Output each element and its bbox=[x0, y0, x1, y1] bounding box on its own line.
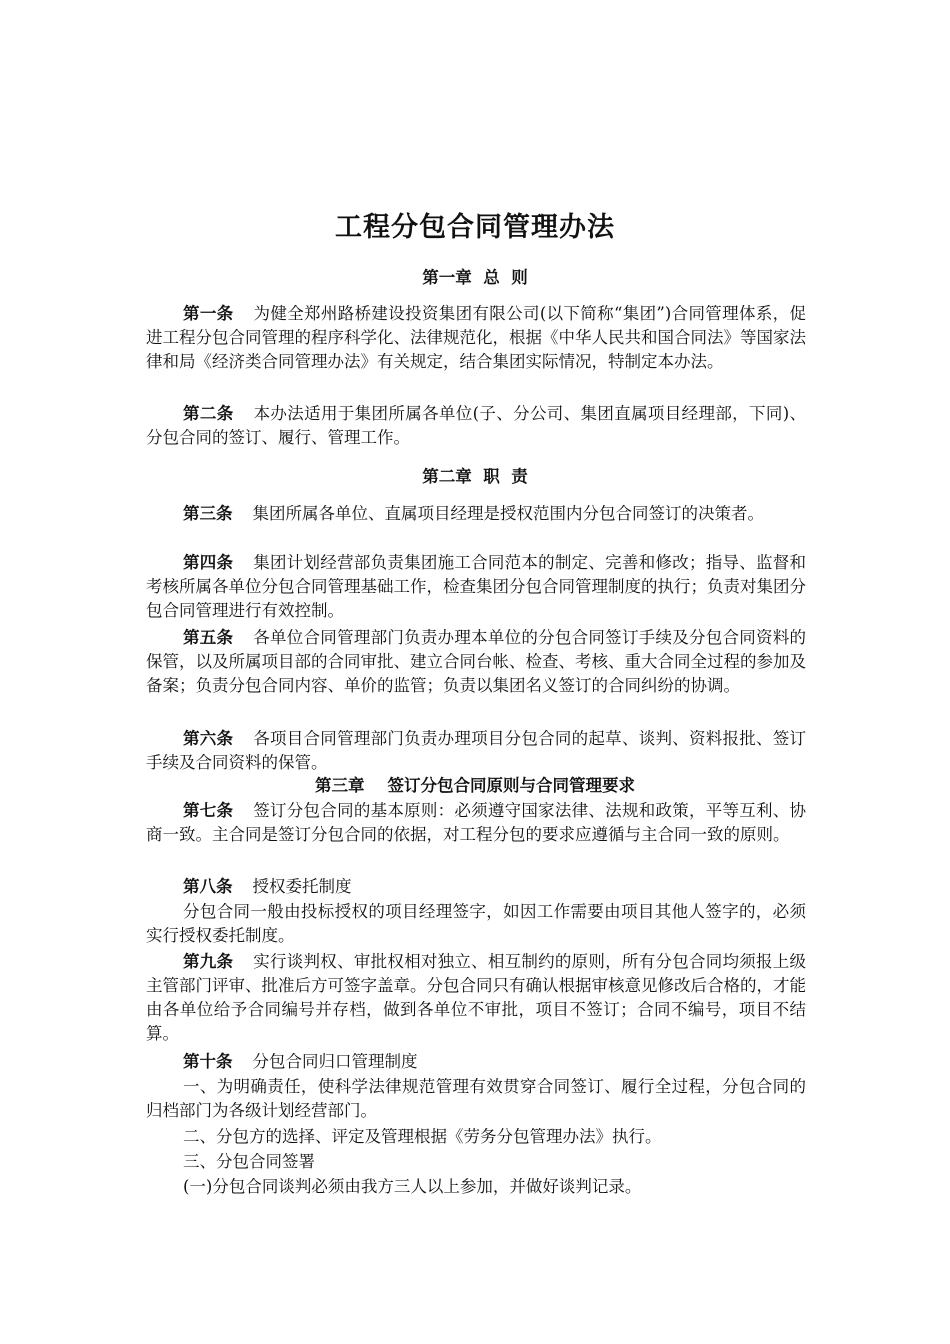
article-3 bbox=[146, 502, 806, 526]
article-6 bbox=[146, 727, 806, 775]
article-4 bbox=[146, 551, 806, 623]
article-label: 第十条 bbox=[183, 1052, 233, 1071]
article-label: 第三条 bbox=[183, 504, 233, 523]
article-label: 第五条 bbox=[183, 628, 234, 647]
article-10-item-4: (一)分包合同谈判必须由我方三人以上参加，并做好谈判记录。 bbox=[183, 1177, 642, 1196]
article-text: 集团计划经营部负责集团施工合同范本的制定、完善和修改；指导、监督和考核所属各单位分包合同管理基础工作，检查集团分包合同管理制度的执行；负责对集团分包合同管理进行有效控制。 bbox=[146, 553, 807, 620]
article-text: 各单位合同管理部门负责办理本单位的分包合同签订手续及分包合同资料的保管，以及所属项目部的合同审批、建立合同台帐、检查、考核、重大合同全过程的参加及备案；负责分包合同内容、单价的监管；负责以集团名义签订的合同纠纷的协调。 bbox=[146, 628, 807, 695]
article-label: 第六条 bbox=[183, 729, 234, 748]
article-label: 第四条 bbox=[183, 553, 234, 572]
chapter-heading-3: 第三章 签订分包合同原则与合同管理要求 bbox=[315, 776, 635, 795]
article-text: 集团所属各单位、直属项目经理是授权范围内分包合同签订的决策者。 bbox=[252, 504, 764, 523]
article-10-item-3: 三、分包合同签署 bbox=[183, 1152, 315, 1171]
article-text: 授权委托制度 bbox=[252, 877, 352, 896]
article-text: 各项目合同管理部门负责办理项目分包合同的起草、谈判、资料报批、签订手续及合同资料的保管。 bbox=[146, 729, 807, 772]
article-text: 分包合同归口管理制度 bbox=[252, 1052, 418, 1071]
article-8 bbox=[146, 875, 806, 899]
article-label: 第七条 bbox=[183, 801, 234, 820]
article-text: 实行谈判权、审批权相对独立、相互制约的原则，所有分包合同均须报上级主管部门评审、批准后方可签字盖章。分包合同只有确认根据审核意见修改后合格的，才能由各单位给予合同编号并存档，做到各单位不审批，项目不签订；合同不编号，项目不结算。 bbox=[146, 952, 807, 1043]
article-text: 本办法适用于集团所属各单位(子、分公司、集团直属项目经理部，下同)、分包合同的签订、履行、管理工作。 bbox=[146, 404, 807, 447]
article-8-body: 分包合同一般由投标授权的项目经理签字，如因工作需要由项目其他人签字的，必须实行授权委托制度。 bbox=[146, 902, 806, 945]
article-10 bbox=[146, 1050, 806, 1074]
article-label: 第一条 bbox=[183, 304, 234, 323]
article-9 bbox=[146, 950, 806, 1046]
document-title: 工程分包合同管理办法 bbox=[335, 212, 615, 243]
chapter-heading-1: 第一章 总 则 bbox=[422, 268, 528, 287]
article-1 bbox=[146, 302, 806, 374]
article-7 bbox=[146, 799, 806, 847]
article-text: 签订分包合同的基本原则：必须遵守国家法律、法规和政策，平等互利、协商一致。主合同是签订分包合同的依据，对工程分包的要求应遵循与主合同一致的原则。 bbox=[146, 801, 807, 844]
article-label: 第九条 bbox=[183, 952, 234, 971]
article-label: 第八条 bbox=[183, 877, 233, 896]
article-10-item-2: 二、分包方的选择、评定及管理根据《劳务分包管理办法》执行。 bbox=[183, 1127, 662, 1146]
article-text: 为健全郑州路桥建设投资集团有限公司(以下简称“集团”)合同管理体系，促进工程分包合同管理的程序科学化、法律规范化，根据《中华人民共和国合同法》等国家法律和局《经济类合同管理办法》有关规定，结合集团实际情况，特制定本办法。 bbox=[146, 304, 807, 371]
article-10-item-1: 一、为明确责任，使科学法律规范管理有效贯穿合同签订、履行全过程，分包合同的归档部门为各级计划经营部门。 bbox=[146, 1077, 806, 1120]
article-2 bbox=[146, 402, 806, 450]
article-5 bbox=[146, 626, 806, 698]
chapter-heading-2: 第二章 职 责 bbox=[422, 467, 528, 486]
article-label: 第二条 bbox=[183, 404, 234, 423]
